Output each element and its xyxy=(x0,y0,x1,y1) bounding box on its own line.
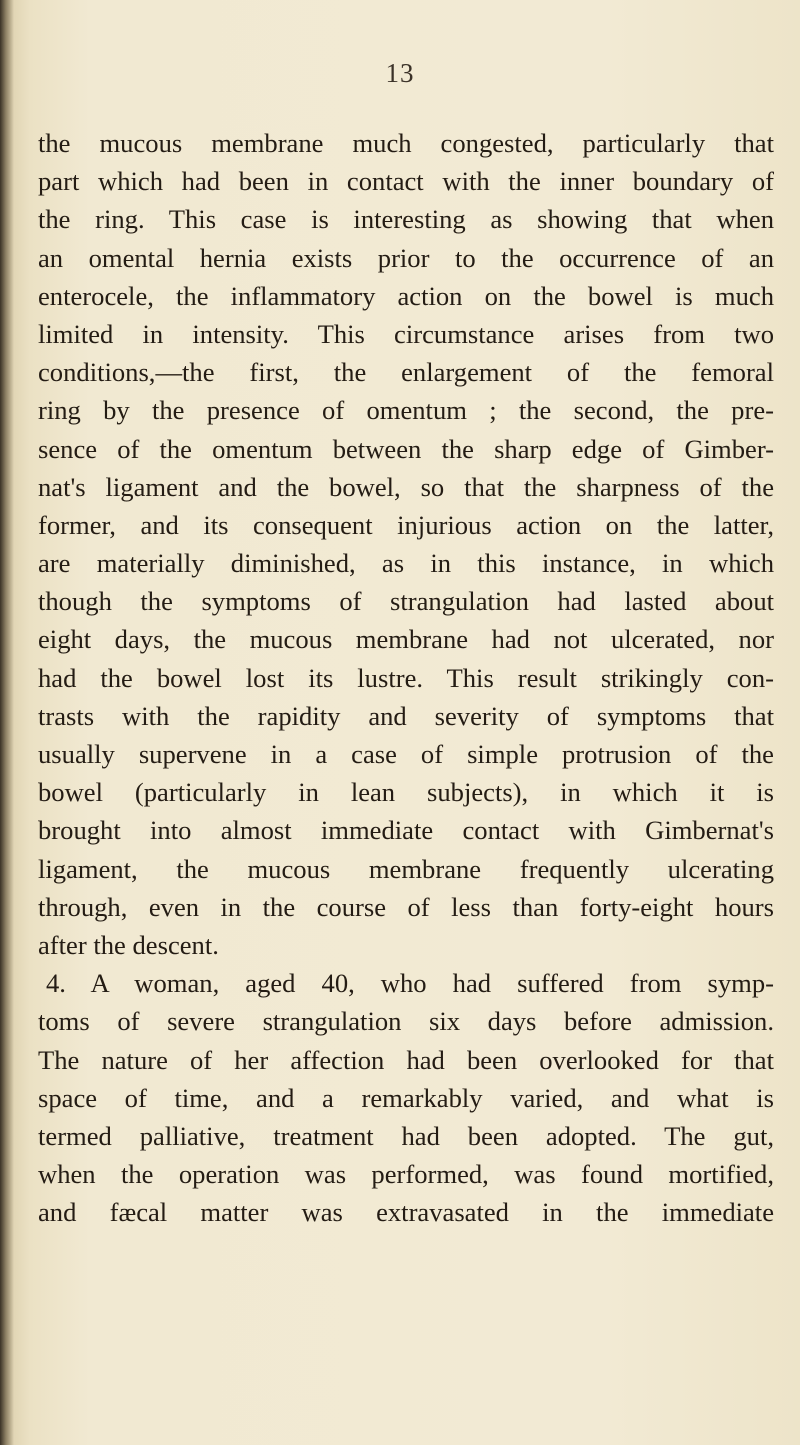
text-line: former, and its consequent injurious action on the latter, xyxy=(38,509,774,540)
text-line: through, even in the course of less than forty-eight hours xyxy=(38,891,774,922)
page-number: 13 xyxy=(385,58,415,88)
text-line: ligament, the mucous membrane frequently ulcerating xyxy=(38,853,774,884)
text-line: and fæcal matter was extravasated in the immediate xyxy=(38,1197,774,1228)
page-gutter-shadow xyxy=(0,0,14,1445)
body-text xyxy=(38,124,774,1231)
text-line: after the descent. xyxy=(38,929,219,960)
text-line: toms of severe strangulation six days before admission. xyxy=(38,1006,774,1037)
text-line: trasts with the rapidity and severity of symptoms that xyxy=(38,700,774,731)
text-line: eight days, the mucous membrane had not ulcerated, nor xyxy=(38,624,774,655)
text-line: an omental hernia exists prior to the occurrence of an xyxy=(38,242,774,273)
text-line: ring by the presence of omentum ; the second, the pre- xyxy=(38,395,774,426)
text-line: bowel (particularly in lean subjects), in which it is xyxy=(38,777,774,808)
paragraph-start-line: 4. A woman, aged 40, who had suffered from symp- xyxy=(46,968,774,999)
text-line: the mucous membrane much congested, particularly that xyxy=(38,128,774,158)
text-line: limited in intensity. This circumstance arises from two xyxy=(38,318,774,349)
text-line: termed palliative, treatment had been adopted. The gut, xyxy=(38,1120,774,1151)
text-line: space of time, and a remarkably varied, and what is xyxy=(38,1082,774,1113)
text-line: are materially diminished, as in this instance, in which xyxy=(38,548,774,579)
text-line: though the symptoms of strangulation had lasted about xyxy=(38,586,774,617)
text-line: usually supervene in a case of simple protrusion of the xyxy=(38,739,774,769)
text-line: sence of the omentum between the sharp edge of Gimber- xyxy=(38,433,774,464)
text-line: nat's ligament and the bowel, so that the sharpness of the xyxy=(38,471,774,502)
text-line: conditions,—the first, the enlargement of the femoral xyxy=(38,357,774,388)
text-line: part which had been in contact with the inner boundary of xyxy=(38,166,774,197)
text-line: enterocele, the inflammatory action on the bowel is much xyxy=(38,280,774,311)
text-line: when the operation was performed, was found mortified, xyxy=(38,1159,774,1190)
text-line: the ring. This case is interesting as showing that when xyxy=(38,204,774,235)
text-line: brought into almost immediate contact with Gimbernat's xyxy=(38,815,774,846)
text-line: The nature of her affection had been overlooked for that xyxy=(38,1044,774,1075)
text-line: had the bowel lost its lustre. This result strikingly con- xyxy=(38,662,774,693)
